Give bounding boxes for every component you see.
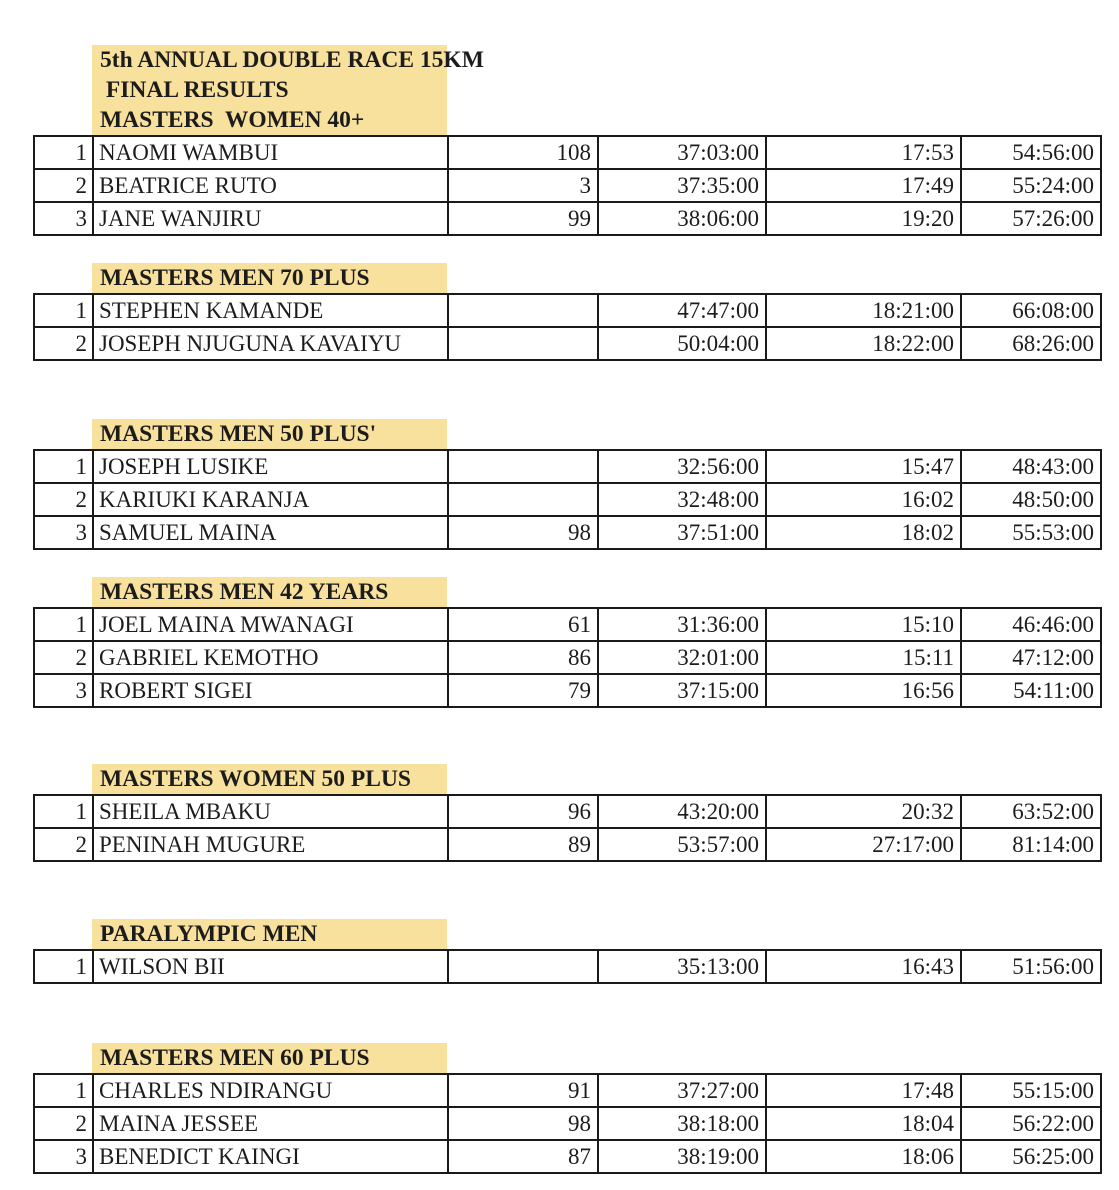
- bib-number-cell: 99: [448, 202, 598, 235]
- bib-number-cell: 89: [448, 828, 598, 861]
- first-leg-time-cell: 43:20:00: [598, 795, 766, 828]
- second-leg-time-cell: 17:49: [766, 169, 961, 202]
- result-row: [34, 674, 1101, 707]
- result-row: [34, 294, 1101, 327]
- runner-name-cell: BENEDICT KAINGI: [93, 1140, 448, 1173]
- section-title: [92, 577, 1100, 607]
- section-title-line: PARALYMPIC MEN: [92, 919, 447, 949]
- result-row: [34, 950, 1101, 983]
- runner-name-cell: PENINAH MUGURE: [93, 828, 448, 861]
- rank-cell: 1: [34, 608, 93, 641]
- first-leg-time-cell: 35:13:00: [598, 950, 766, 983]
- bib-number-cell: 87: [448, 1140, 598, 1173]
- rank-cell: 1: [34, 1074, 93, 1107]
- rank-cell: 1: [34, 950, 93, 983]
- first-leg-time-cell: 37:03:00: [598, 136, 766, 169]
- total-time-cell: 55:53:00: [961, 516, 1101, 549]
- second-leg-time-cell: 16:43: [766, 950, 961, 983]
- results-table: [33, 794, 1102, 862]
- rank-cell: 2: [34, 641, 93, 674]
- runner-name-cell: STEPHEN KAMANDE: [93, 294, 448, 327]
- runner-name-cell: JOSEPH LUSIKE: [93, 450, 448, 483]
- runner-name-cell: MAINA JESSEE: [93, 1107, 448, 1140]
- second-leg-time-cell: 17:53: [766, 136, 961, 169]
- rank-cell: 1: [34, 136, 93, 169]
- race-section: [33, 263, 1100, 361]
- total-time-cell: 51:56:00: [961, 950, 1101, 983]
- result-row: [34, 483, 1101, 516]
- result-row: [34, 1140, 1101, 1173]
- second-leg-time-cell: 16:02: [766, 483, 961, 516]
- result-row: [34, 516, 1101, 549]
- runner-name-cell: JOEL MAINA MWANAGI: [93, 608, 448, 641]
- runner-name-cell: JOSEPH NJUGUNA KAVAIYU: [93, 327, 448, 360]
- rank-cell: 2: [34, 1107, 93, 1140]
- first-leg-time-cell: 32:56:00: [598, 450, 766, 483]
- results-table-body: [34, 136, 1101, 235]
- results-table-body: [34, 1074, 1101, 1173]
- bib-number-cell: 96: [448, 795, 598, 828]
- bib-number-cell: [448, 950, 598, 983]
- first-leg-time-cell: 37:51:00: [598, 516, 766, 549]
- runner-name-cell: ROBERT SIGEI: [93, 674, 448, 707]
- rank-cell: 3: [34, 202, 93, 235]
- total-time-cell: 56:22:00: [961, 1107, 1101, 1140]
- total-time-cell: 56:25:00: [961, 1140, 1101, 1173]
- result-row: [34, 641, 1101, 674]
- second-leg-time-cell: 17:48: [766, 1074, 961, 1107]
- second-leg-time-cell: 27:17:00: [766, 828, 961, 861]
- section-title: [92, 263, 1100, 293]
- bib-number-cell: [448, 450, 598, 483]
- results-table-body: [34, 795, 1101, 861]
- first-leg-time-cell: 31:36:00: [598, 608, 766, 641]
- second-leg-time-cell: 18:21:00: [766, 294, 961, 327]
- result-row: [34, 327, 1101, 360]
- race-section: [33, 577, 1100, 708]
- results-table-body: [34, 950, 1101, 983]
- race-section: [33, 1043, 1100, 1174]
- bib-number-cell: 61: [448, 608, 598, 641]
- section-title: [92, 419, 1100, 449]
- second-leg-time-cell: 15:11: [766, 641, 961, 674]
- results-table-body: [34, 608, 1101, 707]
- bib-number-cell: [448, 483, 598, 516]
- bib-number-cell: 98: [448, 1107, 598, 1140]
- section-title-line: 5th ANNUAL DOUBLE RACE 15KM: [92, 45, 447, 75]
- section-title-line: MASTERS MEN 60 PLUS: [92, 1043, 447, 1073]
- second-leg-time-cell: 18:06: [766, 1140, 961, 1173]
- rank-cell: 3: [34, 674, 93, 707]
- section-title: [92, 1043, 1100, 1073]
- rank-cell: 3: [34, 516, 93, 549]
- first-leg-time-cell: 47:47:00: [598, 294, 766, 327]
- rank-cell: 2: [34, 828, 93, 861]
- rank-cell: 1: [34, 450, 93, 483]
- first-leg-time-cell: 32:01:00: [598, 641, 766, 674]
- first-leg-time-cell: 37:15:00: [598, 674, 766, 707]
- section-title: [92, 764, 1100, 794]
- bib-number-cell: 108: [448, 136, 598, 169]
- second-leg-time-cell: 19:20: [766, 202, 961, 235]
- first-leg-time-cell: 37:35:00: [598, 169, 766, 202]
- results-table-body: [34, 294, 1101, 360]
- total-time-cell: 54:56:00: [961, 136, 1101, 169]
- first-leg-time-cell: 38:19:00: [598, 1140, 766, 1173]
- result-row: [34, 202, 1101, 235]
- result-row: [34, 450, 1101, 483]
- total-time-cell: 66:08:00: [961, 294, 1101, 327]
- bib-number-cell: 86: [448, 641, 598, 674]
- bib-number-cell: 3: [448, 169, 598, 202]
- second-leg-time-cell: 18:22:00: [766, 327, 961, 360]
- first-leg-time-cell: 38:06:00: [598, 202, 766, 235]
- results-table: [33, 449, 1102, 550]
- race-section: [33, 45, 1100, 236]
- bib-number-cell: [448, 327, 598, 360]
- first-leg-time-cell: 53:57:00: [598, 828, 766, 861]
- result-row: [34, 1107, 1101, 1140]
- second-leg-time-cell: 18:04: [766, 1107, 961, 1140]
- result-row: [34, 828, 1101, 861]
- rank-cell: 2: [34, 483, 93, 516]
- result-row: [34, 795, 1101, 828]
- total-time-cell: 68:26:00: [961, 327, 1101, 360]
- bib-number-cell: 79: [448, 674, 598, 707]
- first-leg-time-cell: 38:18:00: [598, 1107, 766, 1140]
- total-time-cell: 54:11:00: [961, 674, 1101, 707]
- section-title-line: MASTERS WOMEN 50 PLUS: [92, 764, 447, 794]
- results-table: [33, 1073, 1102, 1174]
- race-section: [33, 764, 1100, 862]
- second-leg-time-cell: 18:02: [766, 516, 961, 549]
- runner-name-cell: GABRIEL KEMOTHO: [93, 641, 448, 674]
- total-time-cell: 57:26:00: [961, 202, 1101, 235]
- second-leg-time-cell: 15:47: [766, 450, 961, 483]
- race-section: [33, 919, 1100, 984]
- result-row: [34, 1074, 1101, 1107]
- results-table: [33, 135, 1102, 236]
- result-row: [34, 169, 1101, 202]
- total-time-cell: 55:24:00: [961, 169, 1101, 202]
- second-leg-time-cell: 15:10: [766, 608, 961, 641]
- runner-name-cell: KARIUKI KARANJA: [93, 483, 448, 516]
- section-title-line: MASTERS WOMEN 40+: [92, 105, 447, 135]
- total-time-cell: 55:15:00: [961, 1074, 1101, 1107]
- first-leg-time-cell: 32:48:00: [598, 483, 766, 516]
- section-title-line: FINAL RESULTS: [92, 75, 447, 105]
- rank-cell: 1: [34, 294, 93, 327]
- total-time-cell: 48:50:00: [961, 483, 1101, 516]
- section-title: [92, 45, 1100, 135]
- bib-number-cell: 91: [448, 1074, 598, 1107]
- runner-name-cell: SHEILA MBAKU: [93, 795, 448, 828]
- total-time-cell: 47:12:00: [961, 641, 1101, 674]
- section-title-line: MASTERS MEN 50 PLUS': [92, 419, 447, 449]
- results-table-body: [34, 450, 1101, 549]
- bib-number-cell: [448, 294, 598, 327]
- results-table: [33, 607, 1102, 708]
- rank-cell: 2: [34, 327, 93, 360]
- second-leg-time-cell: 20:32: [766, 795, 961, 828]
- rank-cell: 2: [34, 169, 93, 202]
- bib-number-cell: 98: [448, 516, 598, 549]
- runner-name-cell: BEATRICE RUTO: [93, 169, 448, 202]
- section-title-line: MASTERS MEN 70 PLUS: [92, 263, 447, 293]
- runner-name-cell: CHARLES NDIRANGU: [93, 1074, 448, 1107]
- section-title: [92, 919, 1100, 949]
- runner-name-cell: NAOMI WAMBUI: [93, 136, 448, 169]
- runner-name-cell: SAMUEL MAINA: [93, 516, 448, 549]
- rank-cell: 1: [34, 795, 93, 828]
- second-leg-time-cell: 16:56: [766, 674, 961, 707]
- rank-cell: 3: [34, 1140, 93, 1173]
- result-row: [34, 608, 1101, 641]
- first-leg-time-cell: 50:04:00: [598, 327, 766, 360]
- results-table: [33, 949, 1102, 984]
- results-table: [33, 293, 1102, 361]
- total-time-cell: 63:52:00: [961, 795, 1101, 828]
- section-title-line: MASTERS MEN 42 YEARS: [92, 577, 447, 607]
- total-time-cell: 46:46:00: [961, 608, 1101, 641]
- runner-name-cell: JANE WANJIRU: [93, 202, 448, 235]
- total-time-cell: 81:14:00: [961, 828, 1101, 861]
- result-row: [34, 136, 1101, 169]
- total-time-cell: 48:43:00: [961, 450, 1101, 483]
- runner-name-cell: WILSON BII: [93, 950, 448, 983]
- first-leg-time-cell: 37:27:00: [598, 1074, 766, 1107]
- race-section: [33, 419, 1100, 550]
